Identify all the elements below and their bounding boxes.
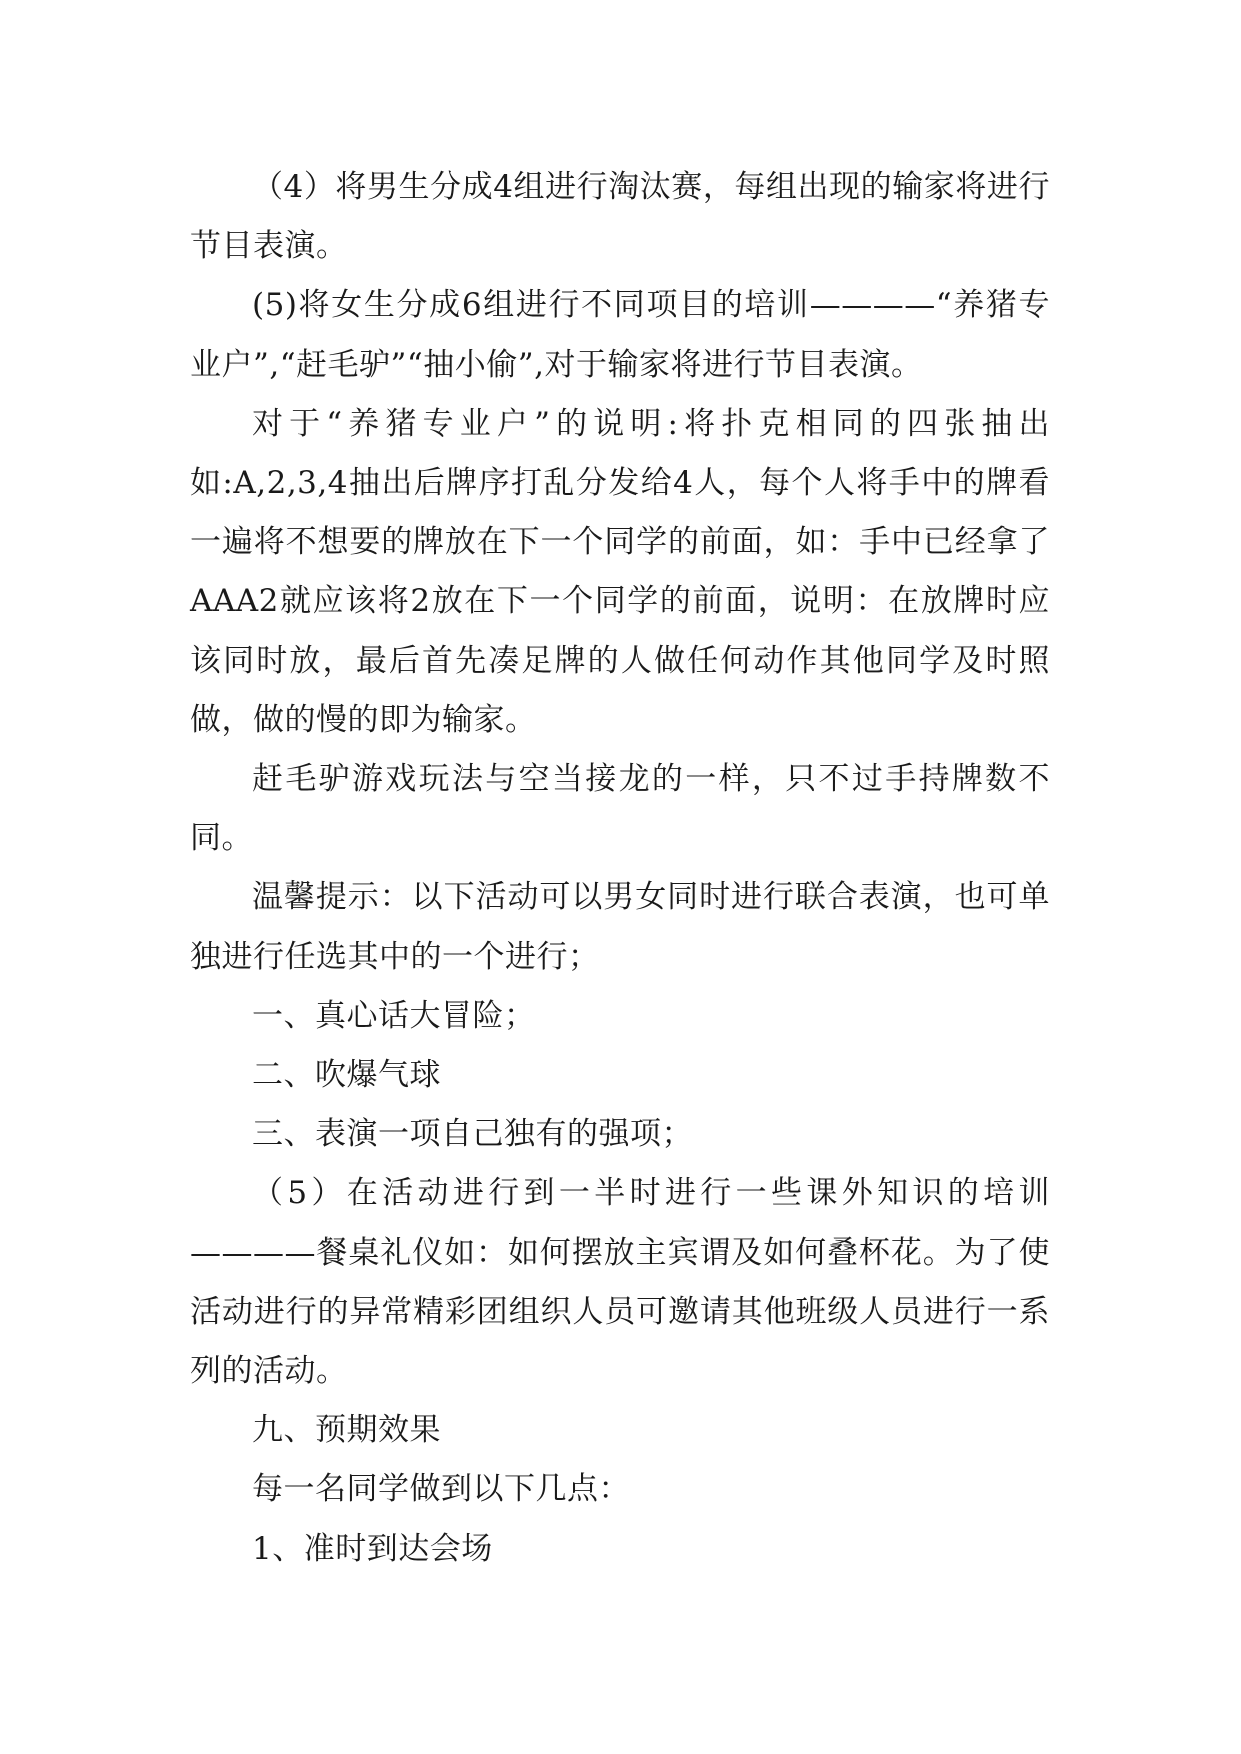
paragraph-tip: 温馨提示：以下活动可以男女同时进行联合表演，也可单独进行任选其中的一个进行； <box>190 879 1050 975</box>
list-item-talent: 三、表演一项自己独有的强项； <box>252 1116 693 1153</box>
paragraph-etiquette-training: （5）在活动进行到一半时进行一些课外知识的培训————餐桌礼仪如：如何摆放主宾谓及如何叠杯花。为了使活动进行的异常精彩团组织人员可邀请其他班级人员进行一系列的活动。 <box>190 1175 1050 1390</box>
list-item-truth-or-dare: 一、真心话大冒险； <box>252 997 536 1034</box>
section-heading-expected-results: 九、预期效果 <box>252 1412 441 1449</box>
list-item-balloon: 二、吹爆气球 <box>252 1057 441 1094</box>
document-body <box>190 158 1050 1579</box>
paragraph-requirements-intro: 每一名同学做到以下几点： <box>252 1471 630 1508</box>
paragraph-men-elimination: （4）将男生分成4组进行淘汰赛，每组出现的输家将进行节目表演。 <box>190 169 1050 265</box>
paragraph-pig-farmer-rules: 对于“养猪专业户”的说明:将扑克相同的四张抽出如:A,2,3,4抽出后牌序打乱分发给4人，每个人将手中的牌看一遍将不想要的牌放在下一个同学的前面，如：手中已经拿了AAA2就应该将2放在下一个同学的前面，说明：在放牌时应该同时放，最后首先凑足牌的人做任何动作其他同学及时照做，做的慢的即为输家。 <box>190 405 1050 738</box>
paragraph-donkey-game: 赶毛驴游戏玩法与空当接龙的一样，只不过手持牌数不同。 <box>190 761 1050 857</box>
list-item-arrive-on-time: 1、准时到达会场 <box>252 1530 493 1567</box>
paragraph-women-training: (5)将女生分成6组进行不同项目的培训————“养猪专业户”,“赶毛驴”“抽小偷”,对于输家将进行节目表演。 <box>190 287 1050 383</box>
